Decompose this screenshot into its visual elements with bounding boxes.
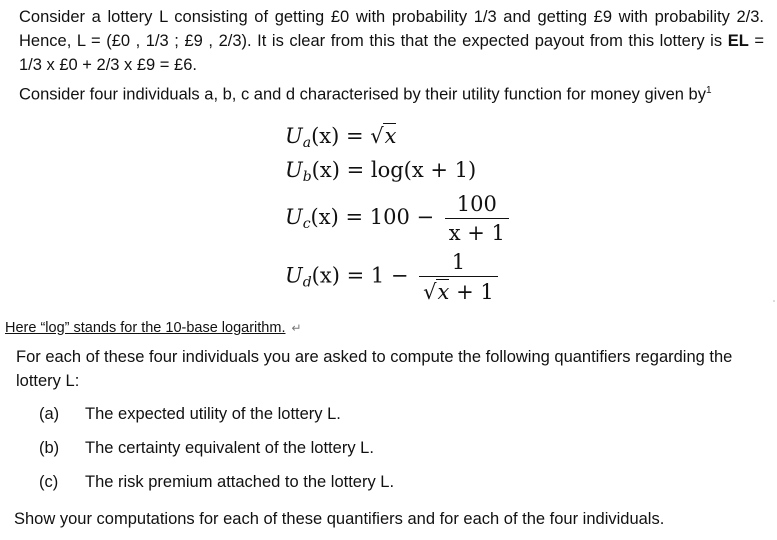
individuals-intro xyxy=(19,79,712,107)
ud-fraction: $\frac{1}{√x + 1}$ xyxy=(419,250,498,304)
expected-value-calc: = 1/3 x £0 + 2/3 x £9 = £6. xyxy=(19,32,764,74)
equation-ub: $U_b(x) = \log(x + 1)$ xyxy=(285,158,477,185)
task-intro: For each of these four individuals you are asked to compute the following quantifiers regarding the lottery L: xyxy=(16,348,733,390)
individuals-text: Consider four individuals a, b, c and d characterised by their utility function for money given by xyxy=(19,85,706,104)
equation-ud: $U_d(x) = 1$ − $\frac{1}{√x + 1}$ xyxy=(285,250,498,304)
list-item-b: (b) The certainty equivalent of the lottery L. xyxy=(39,439,374,457)
expected-value-symbol: EL xyxy=(727,32,749,50)
lottery-description xyxy=(19,5,764,77)
equation-ua: $U_a(x) = √x$ xyxy=(285,124,397,151)
closing-instruction: Show your computations for each of these quantifiers and for each of the four individuals. xyxy=(14,510,665,528)
uc-fraction: $\frac{100}{x + 1}$ xyxy=(445,192,509,245)
lottery-text: Consider a lottery L consisting of getting £0 with probability 1/3 and getting £9 with probability 2/3. Hence, L = (£0 , 1/3 ; £9 , 2/3). It is clear from this that the expected payout from this lottery is xyxy=(19,8,764,50)
return-mark-icon: ↵ xyxy=(291,321,302,335)
footnote-marker: 1 xyxy=(705,85,712,96)
stray-mark xyxy=(773,300,775,302)
equation-uc: $U_c(x) = 100$ − $\frac{100}{x + 1}$ xyxy=(285,192,509,245)
list-item-c: (c) The risk premium attached to the lottery L. xyxy=(39,473,395,491)
log-note: Here “log” stands for the 10-base logarithm. ↵ xyxy=(5,316,302,340)
list-item-a: (a) The expected utility of the lottery L. xyxy=(39,405,341,423)
